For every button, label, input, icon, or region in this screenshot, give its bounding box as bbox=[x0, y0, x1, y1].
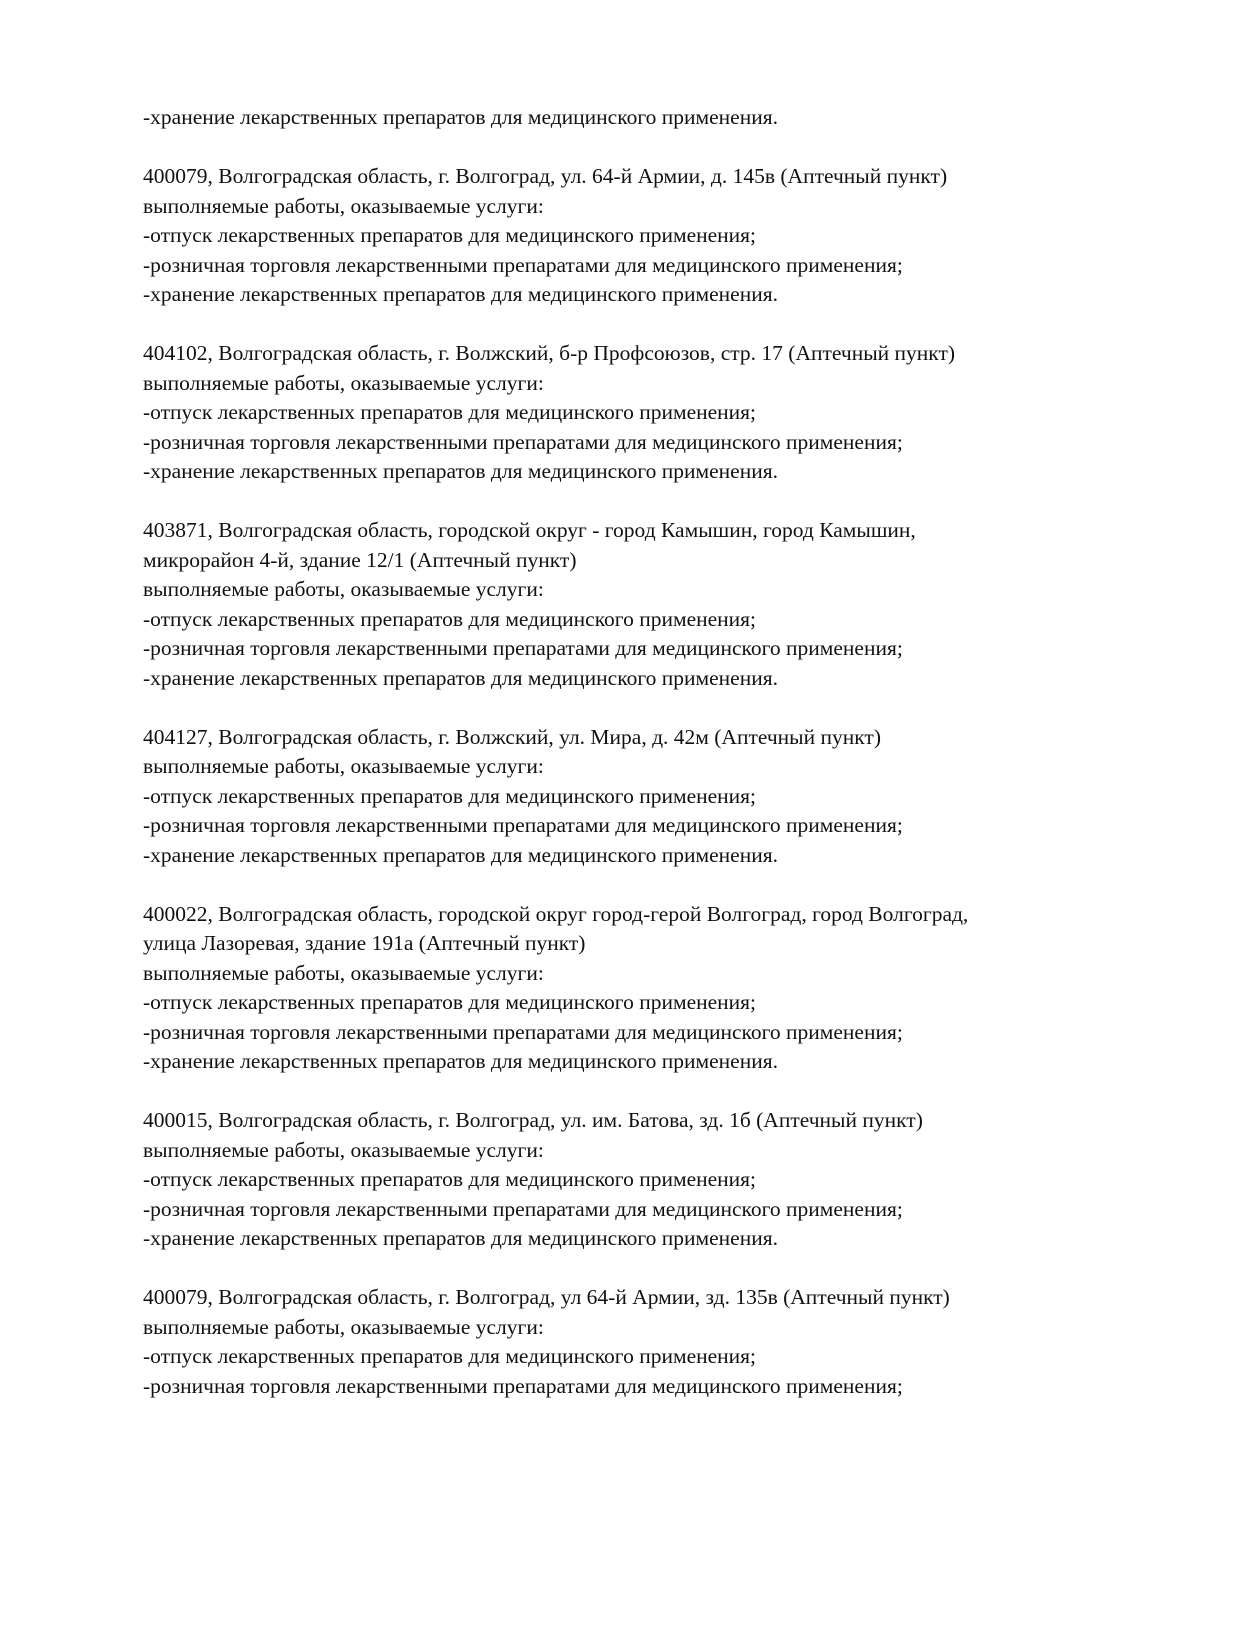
paragraph-gap bbox=[143, 1254, 1143, 1284]
paragraph-gap bbox=[143, 310, 1143, 340]
pharmacy-entry bbox=[143, 1283, 1143, 1401]
entry-address-line: микрорайон 4-й, здание 12/1 (Аптечный пункт) bbox=[143, 547, 577, 572]
entry-service-line: -розничная торговля лекарственными препаратами для медицинского применения; bbox=[143, 813, 903, 837]
entry-address-line: 400022, Волгоградская область, городской округ город-герой Волгоград, город Волгоград, bbox=[143, 901, 969, 926]
entry-works-title: выполняемые работы, оказываемые услуги: bbox=[143, 370, 544, 395]
entry-service-line: -розничная торговля лекарственными препаратами для медицинского применения; bbox=[143, 1196, 903, 1221]
entry-service-line: -розничная торговля лекарственными препаратами для медицинского применения; bbox=[143, 1019, 903, 1044]
entry-works-title: выполняемые работы, оказываемые услуги: bbox=[143, 1137, 544, 1162]
entry-service-line: -отпуск лекарственных препаратов для медицинского применения; bbox=[143, 990, 757, 1014]
entry-service-line: -отпуск лекарственных препаратов для медицинского применения; bbox=[143, 1344, 757, 1368]
entry-works-title: выполняемые работы, оказываемые услуги: bbox=[143, 960, 544, 985]
entry-works-title: выполняемые работы, оказываемые услуги: bbox=[143, 754, 544, 778]
paragraph-gap bbox=[143, 133, 1143, 163]
entry-address-line: 400079, Волгоградская область, г. Волгоград, ул. 64-й Армии, д. 145в (Аптечный пункт) bbox=[143, 164, 948, 188]
entry-service-line: -отпуск лекарственных препаратов для медицинского применения; bbox=[143, 1167, 757, 1191]
entry-address-line: 404127, Волгоградская область, г. Волжский, ул. Мира, д. 42м (Аптечный пункт) bbox=[143, 724, 881, 749]
entry-service-line: -розничная торговля лекарственными препаратами для медицинского применения; bbox=[143, 1373, 903, 1398]
pharmacy-entry bbox=[143, 162, 1143, 310]
entry-service-line: -хранение лекарственных препаратов для медицинского применения. bbox=[143, 665, 778, 690]
paragraph-gap bbox=[143, 870, 1143, 900]
paragraph-gap bbox=[143, 487, 1143, 517]
entry-service-line: -отпуск лекарственных препаратов для медицинского применения; bbox=[143, 223, 757, 247]
entry-works-title: выполняемые работы, оказываемые услуги: bbox=[143, 193, 544, 218]
entry-service-line: -розничная торговля лекарственными препаратами для медицинского применения; bbox=[143, 636, 903, 660]
paragraph-gap bbox=[143, 693, 1143, 723]
entry-works-title: выполняемые работы, оказываемые услуги: bbox=[143, 577, 544, 601]
entry-service-line: -хранение лекарственных препаратов для медицинского применения. bbox=[143, 459, 778, 483]
entry-address-line: 403871, Волгоградская область, городской округ - город Камышин, город Камышин, bbox=[143, 518, 916, 542]
pharmacy-entry bbox=[143, 900, 1143, 1077]
entry-service-line: -отпуск лекарственных препаратов для медицинского применения; bbox=[143, 606, 757, 631]
pharmacy-entry bbox=[143, 516, 1143, 693]
pharmacy-entry bbox=[143, 1106, 1143, 1254]
entry-address-line: 400015, Волгоградская область, г. Волгоград, ул. им. Батова, зд. 1б (Аптечный пункт) bbox=[143, 1108, 923, 1132]
pharmacy-entries-list bbox=[143, 133, 1143, 1402]
pharmacy-entry bbox=[143, 339, 1143, 487]
entry-address-line: 400079, Волгоградская область, г. Волгоград, ул 64-й Армии, зд. 135в (Аптечный пункт) bbox=[143, 1285, 950, 1309]
entry-service-line: -хранение лекарственных препаратов для медицинского применения. bbox=[143, 842, 778, 867]
entry-service-line: -отпуск лекарственных препаратов для медицинского применения; bbox=[143, 400, 757, 424]
intro-service-line: -хранение лекарственных препаратов для медицинского применения. bbox=[143, 105, 778, 129]
pharmacy-entry bbox=[143, 723, 1143, 871]
entry-works-title: выполняемые работы, оказываемые услуги: bbox=[143, 1314, 544, 1339]
document-body bbox=[143, 103, 1143, 1401]
entry-service-line: -хранение лекарственных препаратов для медицинского применения. bbox=[143, 282, 778, 306]
entry-service-line: -отпуск лекарственных препаратов для медицинского применения; bbox=[143, 783, 757, 808]
entry-service-line: -хранение лекарственных препаратов для медицинского применения. bbox=[143, 1226, 778, 1250]
entry-address-line: улица Лазоревая, здание 191а (Аптечный пункт) bbox=[143, 931, 586, 955]
entry-address-line: 404102, Волгоградская область, г. Волжский, б-р Профсоюзов, стр. 17 (Аптечный пункт) bbox=[143, 341, 956, 365]
paragraph-gap bbox=[143, 1077, 1143, 1107]
entry-service-line: -хранение лекарственных препаратов для медицинского применения. bbox=[143, 1049, 778, 1073]
entry-service-line: -розничная торговля лекарственными препаратами для медицинского применения; bbox=[143, 252, 903, 277]
entry-service-line: -розничная торговля лекарственными препаратами для медицинского применения; bbox=[143, 429, 903, 454]
